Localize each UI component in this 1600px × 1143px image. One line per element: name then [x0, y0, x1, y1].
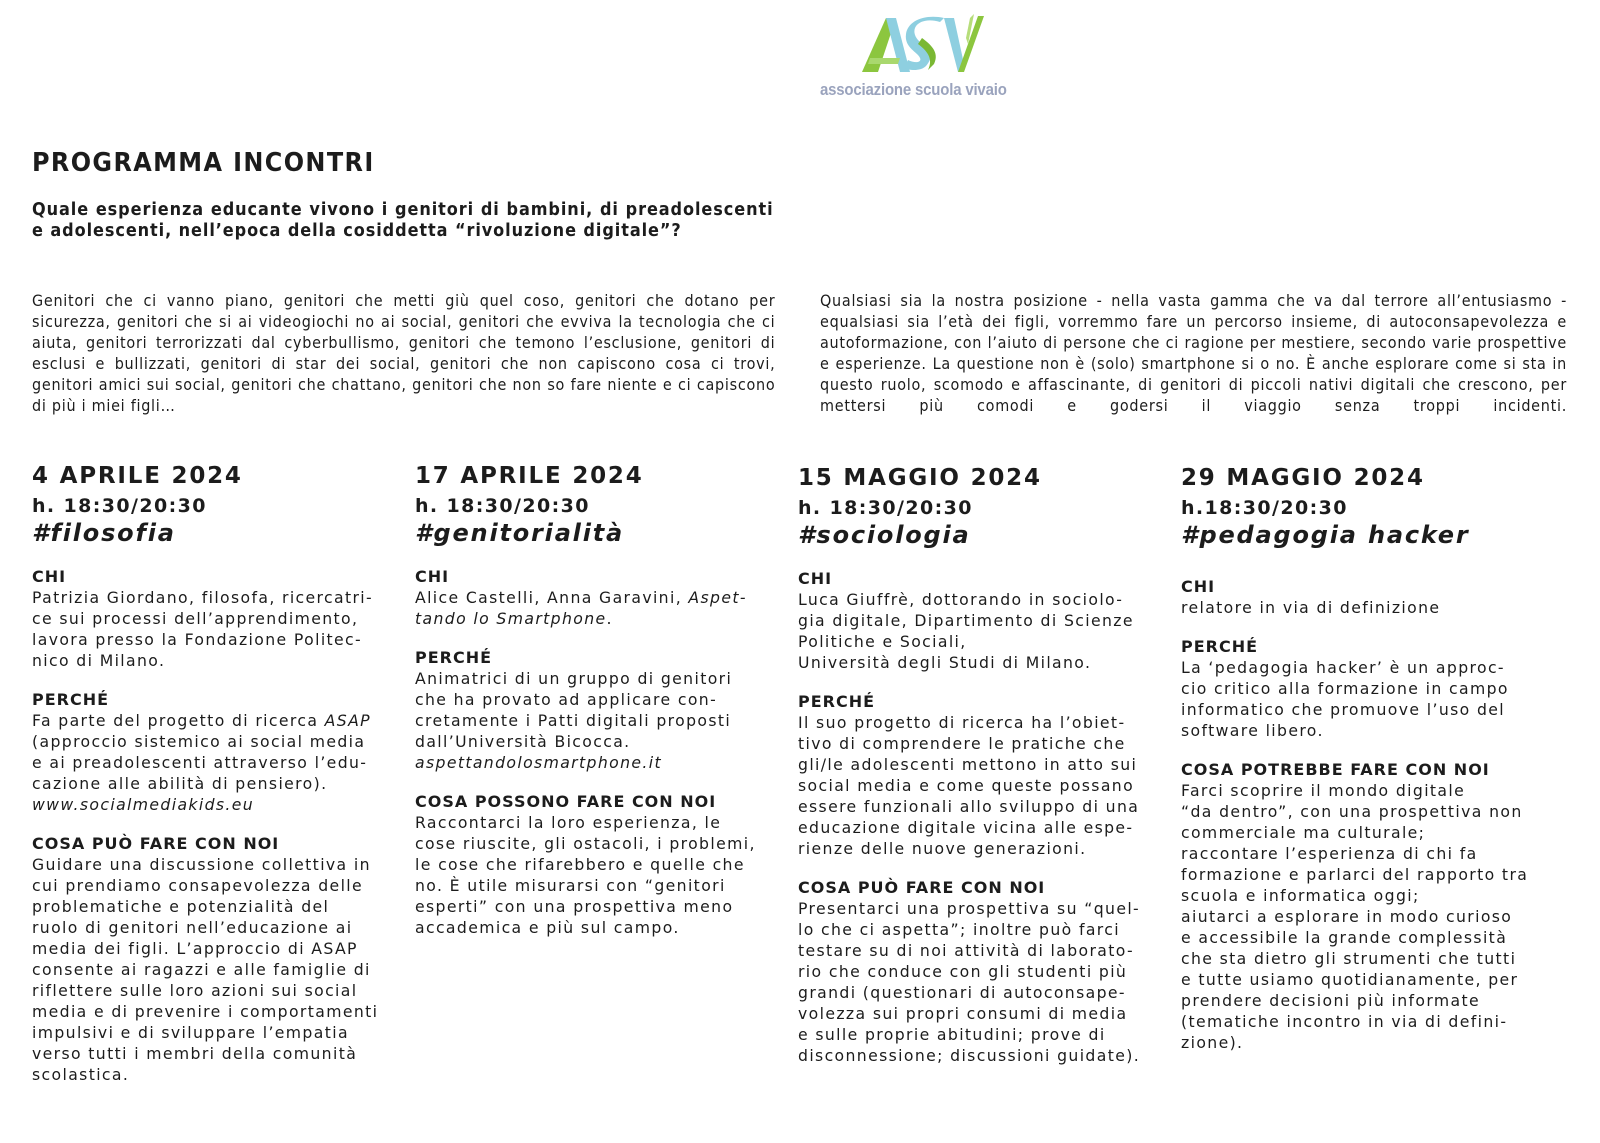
text-line: aiutarci a esplorare in modo curioso: [1181, 907, 1513, 926]
text-line: cio critico alla formazione in campo: [1181, 679, 1509, 698]
text-line: Patrizia Giordano, filosofa, ricercatri-: [32, 588, 374, 607]
text-line: Guidare una discussione collettiva in: [32, 855, 371, 874]
section-heading: CHI: [415, 567, 450, 586]
intro-right-paragraph: Qualsiasi sia la nostra posizione - nella vasta gamma che va dal terrore all’entusiasmo - equalsiasi sia l’età dei figli, vorremmo fare un percorso insieme, di autoconsapevolezza e autoformazione, con l’aiuto di persone che ci ragione per mestiere, secondo varie prospettive e esperienze. La questione non è (solo) smartphone si o no. È anche esplorare come si sta in questo ruolo, scomodo e affascinante, di genitori di piccoli nativi digitali che crescono, per mettersi più comodi e godersi il viaggio senza troppi incidenti.: [820, 291, 1567, 415]
text-line: commerciale ma culturale;: [1181, 823, 1426, 842]
section-body: [32, 587, 412, 671]
text-line: nico di Milano.: [32, 651, 166, 670]
section-body: [1181, 780, 1561, 1053]
event-tag: #genitorialità: [415, 519, 625, 547]
text-line: informatico che promuove l’uso del: [1181, 700, 1506, 719]
section-cosa: [32, 833, 412, 1085]
section-body: [1181, 657, 1561, 741]
text-line: cretamente i Patti digitali proposti: [415, 711, 732, 730]
text-line: [32, 710, 404, 731]
intro-left-paragraph: Genitori che ci vanno piano, genitori che metti giù quel coso, genitori che dotano per sicurezza, genitori che si ai videogiochi no ai social, genitori che evviva la tecnologia che ci aiuta, genitori terrorizzati dal cyberbullismo, genitori che temono l’esclusione, genitori di esclusi e bullizzati, genitori di star dei social, genitori che non capiscono cosa ci trovi, genitori amici sui social, genitori che chattano, genitori che non so fare niente e ci capiscono di più i miei figli…: [32, 291, 776, 415]
section-body: [798, 898, 1178, 1066]
website-link[interactable]: aspettandolosmartphone.it: [415, 753, 662, 772]
text-italic: tando lo Smartphone: [415, 609, 607, 628]
text-line: Raccontarci la loro esperienza, le: [415, 813, 722, 832]
text-line: relatore in via di definizione: [1181, 598, 1441, 617]
section-heading: PERCHÉ: [415, 648, 493, 667]
section-perche: [1181, 636, 1561, 741]
event-time: h. 18:30/20:30: [798, 497, 973, 519]
section-perche: [798, 691, 1178, 859]
text-line: tivo di comprendere le pratiche che: [798, 734, 1126, 753]
text-line: essere funzionali allo sviluppo di una: [798, 797, 1140, 816]
text-line: gli/le adolescenti mettono in atto sui: [798, 755, 1138, 774]
section-heading: COSA PUÒ FARE CON NOI: [32, 834, 280, 853]
text-line: che ha provato ad applicare con-: [415, 690, 718, 709]
event-date: 15 MAGGIO 2024: [798, 465, 1042, 491]
text-line: e ai preadolescenti attraverso l’edu-: [32, 753, 368, 772]
section-chi: [415, 566, 795, 629]
text-line: e sulle proprie abitudini; prove di: [798, 1025, 1106, 1044]
text-line: software libero.: [1181, 721, 1324, 740]
section-chi: [32, 566, 412, 671]
text-span: Fa parte del progetto di ricerca: [32, 711, 325, 730]
event-tag: #sociologia: [798, 521, 971, 549]
text-line: formazione e parlarci del rapporto tra: [1181, 865, 1529, 884]
text-line: scolastica.: [32, 1065, 130, 1084]
section-heading: PERCHÉ: [798, 692, 876, 711]
section-body: [1181, 597, 1561, 618]
text-line: rienze delle nuove generazioni.: [798, 839, 1087, 858]
text-line: e accessibile la grande complessità: [1181, 928, 1508, 947]
text-line: e tutte usiamo quotidianamente, per: [1181, 970, 1519, 989]
event-time: h. 18:30/20:30: [32, 495, 207, 517]
section-body: [415, 812, 795, 938]
event-column: [798, 464, 1178, 1066]
logo-name: associazione scuola vivaio: [820, 80, 1007, 99]
text-line: media dei figli. L’approccio di ASAP: [32, 939, 358, 958]
text-line: impulsivi e di sviluppare l’empatia: [32, 1023, 349, 1042]
section-heading: CHI: [798, 569, 833, 588]
text-line: raccontare l’esperienza di chi fa: [1181, 844, 1478, 863]
section-chi: [798, 568, 1178, 673]
text-line: educazione digitale vicina alle espe-: [798, 818, 1134, 837]
text-line: riflettere sulle loro azioni sui social: [32, 981, 358, 1000]
text-line: esperti” con una prospettiva meno: [415, 897, 734, 916]
section-heading: COSA PUÒ FARE CON NOI: [798, 878, 1046, 897]
section-cosa: [1181, 759, 1561, 1053]
text-line: scuola e informatica oggi;: [1181, 886, 1420, 905]
event-date: 29 MAGGIO 2024: [1181, 465, 1425, 491]
text-line: cui prendiamo consapevolezza delle: [32, 876, 364, 895]
event-column: [32, 462, 412, 1085]
text-line: Presentarci una prospettiva su “quel-: [798, 899, 1141, 918]
text-line: La ‘pedagogia hacker’ è un approc-: [1181, 658, 1505, 677]
event-date: 4 APRILE 2024: [32, 463, 243, 489]
section-perche: [415, 647, 795, 773]
text-line: cose riuscite, gli ostacoli, i problemi,: [415, 834, 756, 853]
text-line: volezza sui propri consumi di media: [798, 1004, 1128, 1023]
text-line: verso tutti i membri della comunità: [32, 1044, 358, 1063]
section-heading: PERCHÉ: [32, 690, 110, 709]
text-line: Politiche e Sociali,: [798, 632, 967, 651]
section-heading: COSA POSSONO FARE CON NOI: [415, 792, 717, 811]
section-body: [415, 587, 795, 629]
text-line: che sta dietro gli strumenti che tutti: [1181, 949, 1517, 968]
text-line: le cose che rifarebbero e quelle che: [415, 855, 745, 874]
text-line: disconnessione; discussioni guidate).: [798, 1046, 1141, 1065]
text-line: social media e come queste possano: [798, 776, 1135, 795]
text-line: testare su di noi attività di laborato-: [798, 941, 1135, 960]
text-line: dall’Università Bicocca.: [415, 732, 631, 751]
text-line: Il suo progetto di ricerca ha l’obiet-: [798, 713, 1126, 732]
text-line: prendere decisioni più informate: [1181, 991, 1481, 1010]
text-line: (approccio sistemico ai social media: [32, 732, 366, 751]
text-line: problematiche e potenzialità del: [32, 897, 330, 916]
text-line: lavora presso la Fondazione Politec-: [32, 630, 363, 649]
text-line: Università degli Studi di Milano.: [798, 653, 1092, 672]
event-tag: #filosofia: [32, 519, 176, 547]
text-italic: Aspet-: [688, 588, 747, 607]
text-line: ruolo di genitori nell’educazione ai: [32, 918, 353, 937]
text-line: grandi (questionari di autoconsape-: [798, 983, 1126, 1002]
website-link[interactable]: www.socialmediakids.eu: [32, 795, 255, 814]
section-heading: COSA POTREBBE FARE CON NOI: [1181, 760, 1490, 779]
section-heading: CHI: [32, 567, 67, 586]
asap-italic: ASAP: [324, 711, 371, 730]
asv-logo: [820, 12, 1020, 99]
event-date: 17 APRILE 2024: [415, 463, 644, 489]
text-line: Animatrici di un gruppo di genitori: [415, 669, 733, 688]
text-line: Farci scoprire il mondo digitale: [1181, 781, 1466, 800]
event-column: [1181, 464, 1561, 1053]
section-heading: CHI: [1181, 577, 1216, 596]
text-line: zione).: [1181, 1033, 1244, 1052]
text-line: accademica e più sul campo.: [415, 918, 680, 937]
asv-logo-mark: [860, 14, 985, 76]
event-column: [415, 462, 795, 938]
section-body: [32, 710, 412, 815]
page-subtitle: Quale esperienza educante vivono i genitori di bambini, di preadolescenti e adolescenti, nell’epoca della cosiddetta “rivoluzione digitale”?: [32, 200, 774, 241]
text-line: cazione alle abilità di pensiero).: [32, 774, 328, 793]
text-line: “da dentro”, con una prospettiva non: [1181, 802, 1523, 821]
section-body: [32, 854, 412, 1085]
text-line: gia digitale, Dipartimento di Scienze: [798, 611, 1134, 630]
text-line: consente ai ragazzi e alle famiglie di: [32, 960, 371, 979]
text-line: ce sui processi dell’apprendimento,: [32, 609, 359, 628]
text-line: [415, 608, 787, 629]
section-perche: [32, 689, 412, 815]
section-heading: PERCHÉ: [1181, 637, 1259, 656]
text-line: no. È utile misurarsi con “genitori: [415, 876, 726, 895]
page-title: PROGRAMMA INCONTRI: [32, 148, 375, 178]
event-time: h.18:30/20:30: [1181, 497, 1348, 519]
text-line: rio che conduce con gli studenti più: [798, 962, 1128, 981]
section-cosa: [415, 791, 795, 938]
section-body: [415, 668, 795, 773]
text-line: (tematiche incontro in via di defini-: [1181, 1012, 1508, 1031]
section-cosa: [798, 877, 1178, 1066]
section-body: [798, 712, 1178, 859]
event-tag: #pedagogia hacker: [1181, 521, 1470, 549]
text-line: Luca Giuffrè, dottorando in sociolo-: [798, 590, 1124, 609]
text-line: [415, 587, 787, 608]
section-chi: [1181, 576, 1561, 618]
text-span: .: [606, 609, 613, 628]
event-time: h. 18:30/20:30: [415, 495, 590, 517]
text-line: media e di prevenire i comportamenti: [32, 1002, 379, 1021]
text-span: Alice Castelli, Anna Garavini,: [415, 588, 689, 607]
section-body: [798, 589, 1178, 673]
text-line: lo che ci aspetta”; inoltre può farci: [798, 920, 1120, 939]
